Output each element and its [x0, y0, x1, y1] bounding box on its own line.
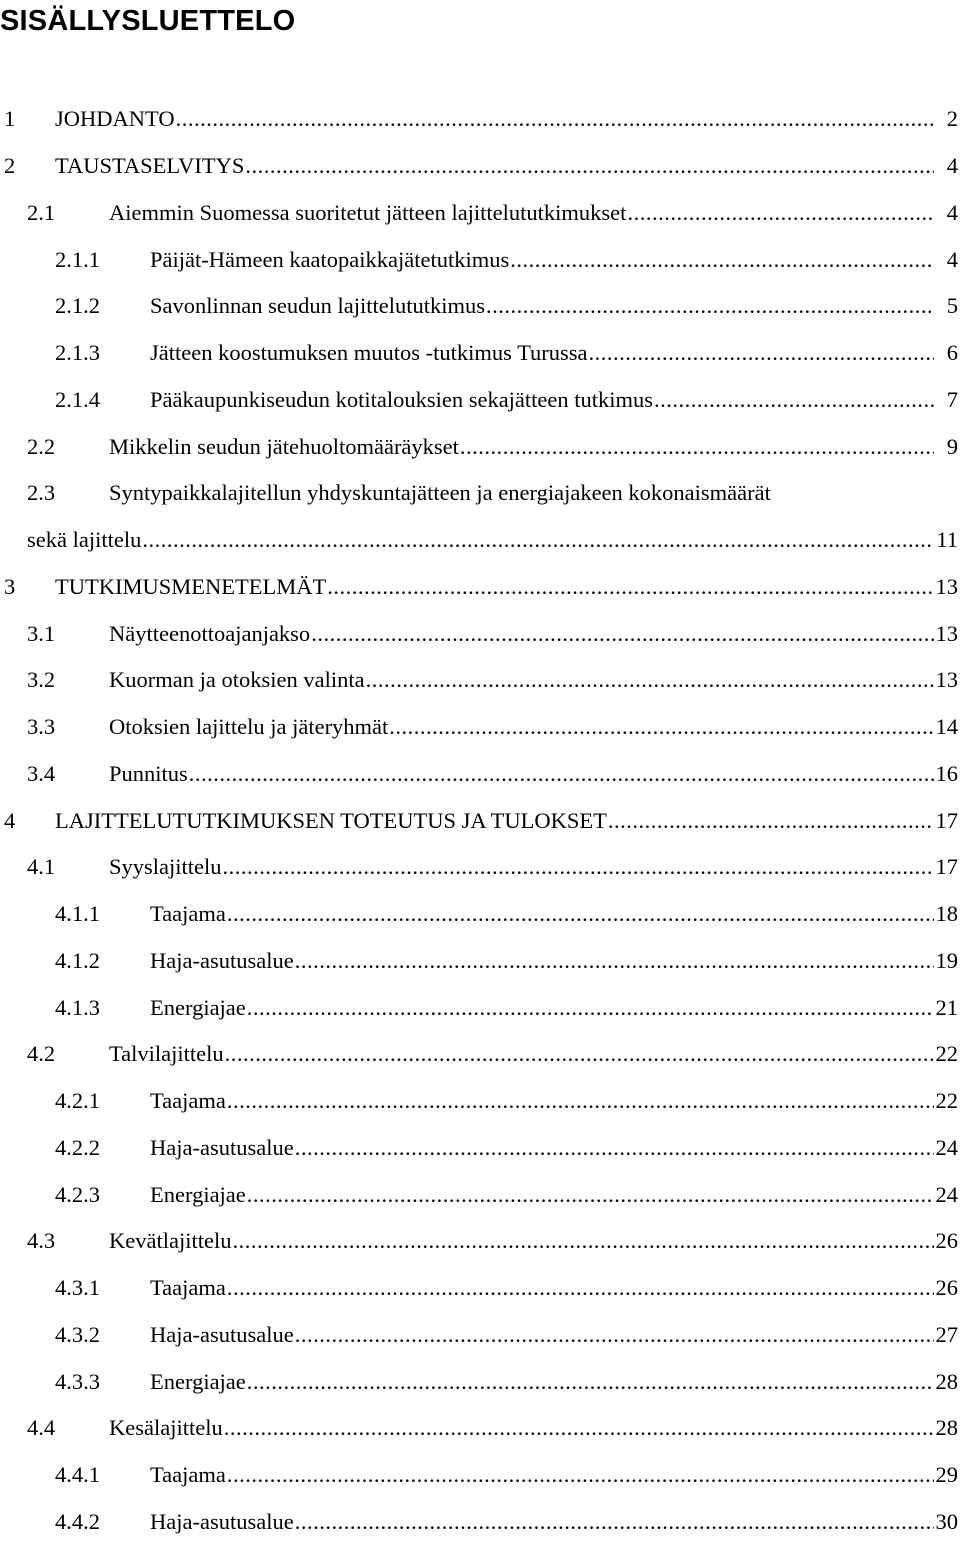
toc-entry-page-number[interactable]: 27 [936, 1324, 959, 1347]
toc-entry-number: 4.4.1 [55, 1464, 100, 1487]
toc-entry-title-leader [109, 470, 934, 517]
toc-entry-title-leader [150, 1452, 934, 1499]
dot-leader [247, 1182, 934, 1208]
dot-leader [460, 434, 934, 460]
toc-entry-title[interactable]: Kuorman ja otoksien valinta [109, 667, 366, 693]
toc-entry-title[interactable]: JOHDANTO [55, 106, 176, 132]
toc-entry-number: 2.1.2 [55, 295, 100, 318]
dot-leader [247, 995, 934, 1021]
dot-leader [366, 667, 934, 693]
toc-entry-page-number[interactable]: 19 [936, 950, 959, 973]
toc-entry-title[interactable]: Pääkaupunkiseudun kotitalouksien sekajätteen tutkimus [150, 387, 654, 413]
toc-entry-title[interactable]: Haja-asutusalue [150, 1509, 295, 1535]
toc-entry-title-leader [109, 190, 934, 237]
toc-entry-title-leader [150, 891, 934, 938]
dot-leader [295, 1135, 934, 1161]
toc-entry[interactable] [0, 610, 960, 657]
toc-entry-number: 3.2 [27, 669, 55, 692]
toc-entry-page-number[interactable]: 18 [936, 903, 959, 926]
toc-entry-page-number[interactable]: 4 [947, 155, 958, 178]
dot-leader [227, 1275, 934, 1301]
toc-entry-title[interactable]: Haja-asutusalue [150, 948, 295, 974]
toc-entry-page-number[interactable]: 14 [936, 716, 959, 739]
toc-entry[interactable] [0, 143, 960, 190]
dot-leader [654, 387, 934, 413]
toc-entry-page-number[interactable]: 21 [936, 996, 959, 1019]
toc-entry[interactable] [0, 283, 960, 330]
toc-entry-title-leader [150, 377, 934, 424]
toc-entry-title[interactable]: Mikkelin seudun jätehuoltomääräykset [109, 434, 460, 460]
dot-leader [176, 106, 934, 132]
toc-entry-title-leader [150, 984, 934, 1031]
toc-entry-page-number[interactable]: 28 [936, 1370, 959, 1393]
toc-entry-number: 4.1.2 [55, 950, 100, 973]
toc-entry-title-leader [150, 1078, 934, 1125]
toc-entry-page-number[interactable]: 30 [936, 1511, 959, 1534]
dot-leader [247, 1369, 934, 1395]
dot-leader [142, 527, 934, 553]
toc-entry-number: 2 [4, 155, 15, 178]
toc-entry-title[interactable]: Syyslajittelu [109, 854, 223, 880]
toc-entry-title-leader [109, 751, 934, 798]
toc-entry-title[interactable]: Taajama [150, 1275, 227, 1301]
toc-entry-title-leader [109, 704, 934, 751]
toc-entry-title[interactable]: Energiajae [150, 1182, 247, 1208]
toc-entry-page-number[interactable]: 22 [936, 1090, 959, 1113]
toc-entry-title[interactable]: Taajama [150, 901, 227, 927]
toc-entry-title-leader [109, 1405, 934, 1452]
toc-entry-page-number[interactable]: 22 [936, 1043, 959, 1066]
toc-entry-number: 3.4 [27, 763, 55, 786]
toc-entry-page-number[interactable]: 7 [947, 389, 958, 412]
toc-entry-title[interactable]: Energiajae [150, 1369, 247, 1395]
toc-entry[interactable] [0, 891, 960, 938]
toc-entry-title-leader [55, 96, 934, 143]
toc-entry-number: 2.1 [27, 202, 55, 225]
toc-entry-title[interactable]: Taajama [150, 1462, 227, 1488]
toc-entry-title[interactable]: Punnitus [109, 761, 189, 787]
toc-entry-title[interactable]: Haja-asutusalue [150, 1322, 295, 1348]
toc-entry-number: 4.2.3 [55, 1183, 100, 1206]
dot-leader [295, 1322, 934, 1348]
toc-entry[interactable] [0, 377, 960, 424]
toc-entry-number: 4.3.3 [55, 1370, 100, 1393]
toc-entry-page-number[interactable]: 5 [947, 295, 958, 318]
toc-entry-page-number[interactable]: 29 [936, 1464, 959, 1487]
toc-entry-number: 2.3 [27, 482, 55, 505]
toc-entry-title-leader [150, 1265, 934, 1312]
toc-entry-page-number[interactable]: 26 [936, 1277, 959, 1300]
toc-entry[interactable] [0, 1171, 960, 1218]
toc-entry-number: 2.2 [27, 435, 55, 458]
dot-leader [327, 574, 934, 600]
toc-entry[interactable] [0, 236, 960, 283]
dot-leader [245, 153, 934, 179]
toc-entry-page-number[interactable]: 9 [947, 435, 958, 458]
toc-entry[interactable] [0, 657, 960, 704]
toc-entry-title[interactable]: TUTKIMUSMENETELMÄT [55, 574, 327, 600]
toc-entry-title[interactable]: sekä lajittelu [27, 527, 142, 553]
toc-entry-title[interactable]: Talvilajittelu [109, 1041, 225, 1067]
toc-entry-page-number[interactable]: 28 [936, 1417, 959, 1440]
toc-entry-number: 4.4 [27, 1417, 55, 1440]
toc-entry-page-number[interactable]: 6 [947, 342, 958, 365]
toc-entry-page-number[interactable]: 13 [936, 576, 959, 599]
toc-entry-page-number[interactable]: 24 [936, 1137, 959, 1160]
toc-entry-title-leader [27, 517, 934, 564]
toc-entry-title-leader [150, 1312, 934, 1359]
toc-entry-number: 4.3.2 [55, 1324, 100, 1347]
toc-entry[interactable] [0, 1452, 960, 1499]
toc-entry-number: 4.1 [27, 856, 55, 879]
toc-entry[interactable] [0, 751, 960, 798]
toc-entry-title-leader [55, 143, 934, 190]
toc-entry-number: 4.3 [27, 1230, 55, 1253]
dot-leader [295, 1509, 934, 1535]
toc-entry-title-leader [150, 1358, 934, 1405]
toc-entry-title-leader [150, 283, 934, 330]
dot-leader [232, 1228, 934, 1254]
toc-entry-title-leader [55, 564, 934, 611]
dot-leader [189, 761, 934, 787]
toc-entry[interactable] [0, 704, 960, 751]
dot-leader [225, 1041, 934, 1067]
toc-entry-number: 3.1 [27, 622, 55, 645]
dot-leader [510, 247, 934, 273]
toc-entry-page-number[interactable]: 2 [947, 108, 958, 131]
toc-entry[interactable] [0, 564, 960, 611]
dot-leader [227, 1462, 934, 1488]
toc-entry-title[interactable]: Näytteenottoajanjakso [109, 621, 311, 647]
toc-entry-title-leader [109, 1218, 934, 1265]
toc-entry-number: 4.1.1 [55, 903, 100, 926]
toc-entry-number: 2.1.1 [55, 248, 100, 271]
toc-entry-title[interactable]: Energiajae [150, 995, 247, 1021]
toc-entry[interactable] [0, 470, 960, 517]
toc-entry-title[interactable]: Syntypaikkalajitellun yhdyskuntajätteen ja energiajakeen kokonaismäärät [109, 480, 772, 506]
toc-entry-number: 1 [4, 108, 15, 131]
toc-entry-title-leader [150, 236, 934, 283]
toc-entry-title-leader [109, 423, 934, 470]
toc-entry-page-number[interactable]: 13 [936, 669, 959, 692]
toc-entry[interactable] [0, 517, 960, 564]
dot-leader [486, 293, 934, 319]
toc-entry-page-number[interactable]: 4 [947, 202, 958, 225]
toc-entry-number: 4.2.1 [55, 1090, 100, 1113]
toc-entry-page-number[interactable]: 16 [936, 763, 959, 786]
toc-entry-title-leader [55, 797, 934, 844]
toc-entry[interactable] [0, 1125, 960, 1172]
toc-entry-number: 3.3 [27, 716, 55, 739]
toc-entry[interactable] [0, 1078, 960, 1125]
toc-entry-title-leader [150, 1499, 934, 1545]
toc-entry[interactable] [0, 844, 960, 891]
toc-entry[interactable] [0, 330, 960, 377]
toc-entry-number: 4.2 [27, 1043, 55, 1066]
toc-entry-title[interactable]: TAUSTASELVITYS [55, 153, 245, 179]
toc-entry-number: 3 [4, 576, 15, 599]
toc-entry-title-leader [150, 1125, 934, 1172]
toc-entry[interactable] [0, 190, 960, 237]
toc-entry-title-leader [109, 1031, 934, 1078]
toc-entry-number: 4.4.2 [55, 1511, 100, 1534]
toc-entry-number: 2.1.4 [55, 389, 100, 412]
toc-entry-title[interactable]: LAJITTELUTUTKIMUKSEN TOTEUTUS JA TULOKSET [55, 808, 608, 834]
dot-leader [311, 621, 934, 647]
toc-entry[interactable] [0, 1265, 960, 1312]
toc-entry-title-leader [150, 938, 934, 985]
page-title: SISÄLLYSLUETTELO [0, 0, 295, 42]
toc-entry-page-number[interactable]: 26 [936, 1230, 959, 1253]
toc-entry-number: 4.3.1 [55, 1277, 100, 1300]
table-of-contents [0, 96, 960, 1545]
dot-leader [227, 1088, 934, 1114]
toc-entry-title[interactable]: Taajama [150, 1088, 227, 1114]
toc-entry-title[interactable]: Jätteen koostumuksen muutos -tutkimus Turussa [150, 340, 589, 366]
toc-entry-page-number[interactable]: 17 [936, 809, 959, 832]
toc-entry[interactable] [0, 1312, 960, 1359]
toc-entry-number: 4 [4, 809, 15, 832]
toc-entry[interactable] [0, 423, 960, 470]
toc-entry-title-leader [150, 330, 934, 377]
toc-entry-page-number[interactable]: 24 [936, 1183, 959, 1206]
toc-entry-page-number[interactable]: 4 [947, 248, 958, 271]
toc-entry-title[interactable]: Päijät-Hämeen kaatopaikkajätetutkimus [150, 247, 510, 273]
toc-entry-title[interactable]: Aiemmin Suomessa suoritetut jätteen lajittelututkimukset [109, 200, 627, 226]
toc-entry[interactable] [0, 938, 960, 985]
dot-leader [224, 1415, 934, 1441]
toc-entry-title[interactable]: Kevätlajittelu [109, 1228, 232, 1254]
toc-entry[interactable] [0, 984, 960, 1031]
dot-leader [295, 948, 934, 974]
toc-entry[interactable] [0, 1031, 960, 1078]
toc-entry[interactable] [0, 1499, 960, 1545]
toc-entry-title[interactable]: Otoksien lajittelu ja jäteryhmät [109, 714, 389, 740]
toc-entry-title[interactable]: Haja-asutusalue [150, 1135, 295, 1161]
toc-entry-title[interactable]: Kesälajittelu [109, 1415, 224, 1441]
toc-entry-title-leader [109, 844, 934, 891]
toc-entry-title-leader [150, 1171, 934, 1218]
dot-leader [227, 901, 934, 927]
dot-leader [627, 200, 934, 226]
toc-entry[interactable] [0, 797, 960, 844]
dot-leader [589, 340, 934, 366]
toc-entry-title-leader [109, 610, 934, 657]
toc-entry-title-leader [109, 657, 934, 704]
toc-entry-page-number[interactable]: 11 [936, 529, 958, 552]
dot-leader [223, 854, 935, 880]
toc-entry-number: 4.1.3 [55, 996, 100, 1019]
toc-entry-title[interactable]: Savonlinnan seudun lajittelututkimus [150, 293, 486, 319]
dot-leader [608, 808, 934, 834]
toc-entry[interactable] [0, 1358, 960, 1405]
toc-entry-page-number[interactable]: 13 [936, 622, 959, 645]
toc-entry-number: 2.1.3 [55, 342, 100, 365]
toc-entry-number: 4.2.2 [55, 1137, 100, 1160]
toc-entry-page-number[interactable]: 17 [936, 856, 959, 879]
toc-entry[interactable] [0, 1218, 960, 1265]
dot-leader [389, 714, 934, 740]
toc-entry[interactable] [0, 96, 960, 143]
toc-entry[interactable] [0, 1405, 960, 1452]
